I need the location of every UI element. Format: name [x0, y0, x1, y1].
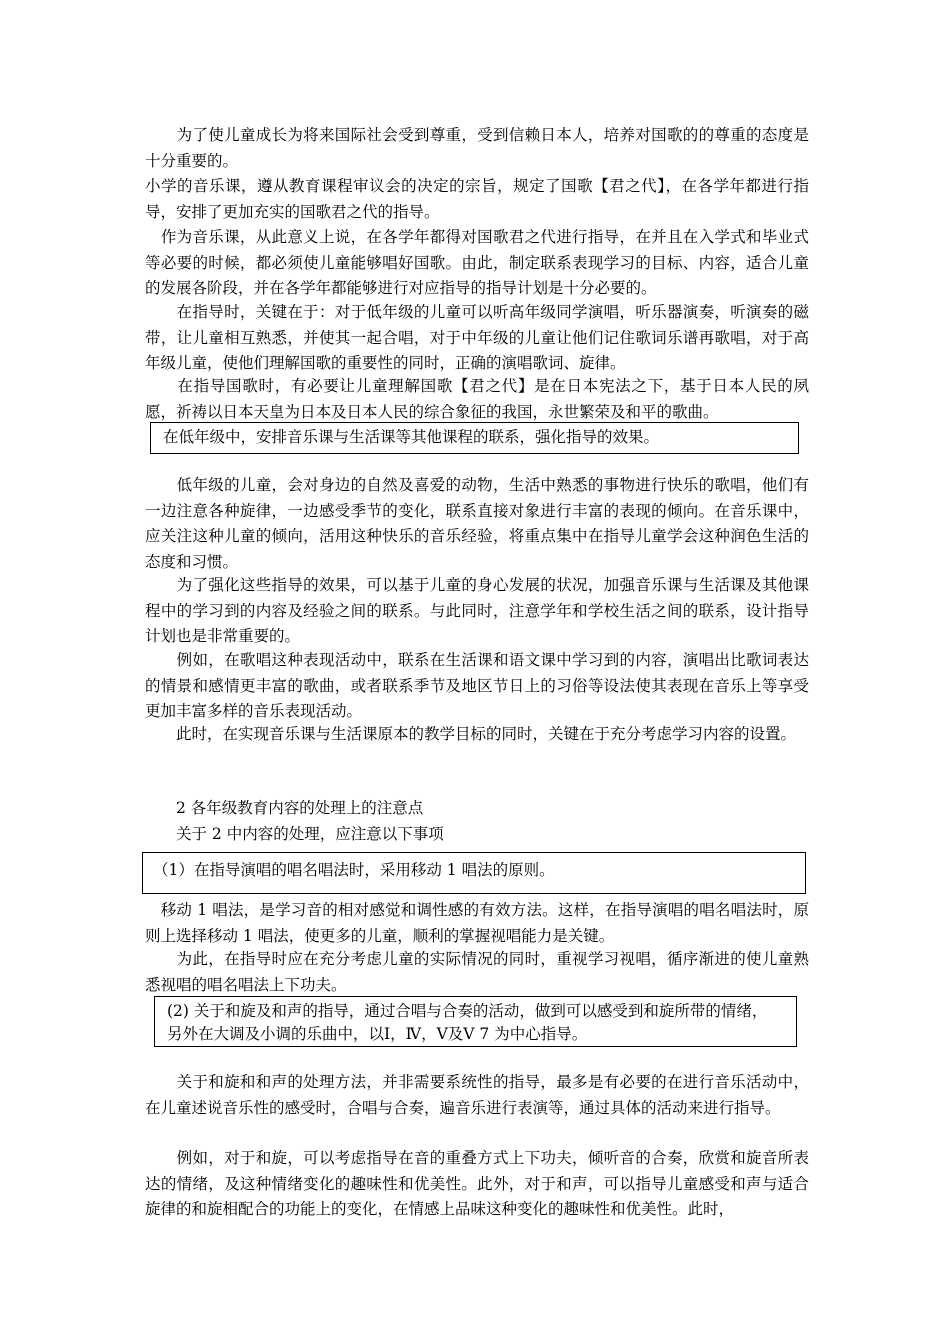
highlight-box-text: 在低年级中，安排音乐课与生活课等其他课程的联系，强化指导的效果。 — [163, 428, 660, 446]
highlight-box-chords — [154, 996, 797, 1047]
paragraph-lower-grade-children: 低年级的儿童，会对身边的自然及喜爱的动物，生活中熟悉的事物进行快乐的歌唱，他们有一边注意各种旋律，一边感受季节的变化，联系直接对象进行丰富的表现的倾向。在音乐课中，应关注这种儿童的倾向，活用这种快乐的音乐经验，将重点集中在指导儿童学会这种润色生活的态度和习惯。 — [145, 476, 809, 571]
highlight-box-line-1: (2) 关于和旋及和声的指导，通过合唱与合奏的活动，做到可以感受到和旋所带的情绪， — [167, 1002, 768, 1020]
highlight-box-text: （1）在指导演唱的唱名唱法时，采用移动 1 唱法的原则。 — [153, 861, 555, 879]
paragraph-example-singing: 例如，在歌唱这种表现活动中，联系在生活课和语文课中学习到的内容，演唱出比歌词表达的情景和感情更丰富的歌曲，或者联系季节及地区节日上的习俗等设法使其表现在音乐上等享受更加丰富多样的音乐表现活动。 — [145, 651, 809, 720]
paragraph-intro: 为了使儿童成长为将来国际社会受到尊重，受到信赖日本人，培养对国歌的的尊重的态度是十分重要的。 — [145, 126, 809, 170]
highlight-box-movable-do — [142, 852, 806, 894]
paragraph-music-class: 小学的音乐课，遵从教育课程审议会的决定的宗旨，规定了国歌【君之代】，在各学年都进行指导，安排了更加充实的国歌君之代的指导。 — [145, 177, 809, 221]
highlight-box-lower-grades — [150, 422, 799, 454]
paragraph-anthem-guidance: 作为音乐课，从此意义上说，在各学年都得对国歌君之代进行指导，在并且在入学式和毕业式等必要的时候，都必须使儿童能够唱好国歌。由此，制定联系表现学习的目标、内容，适合儿童的发展各阶段，并在各学年都能够进行对应指导的指导计划是十分必要的。 — [145, 228, 809, 297]
paragraph-chord-example: 例如，对于和旋，可以考虑指导在音的重叠方式上下功夫，倾听音的合奏，欣赏和旋音所表达的情绪，及这种情绪变化的趣味性和优美性。此外，对于和声，可以指导儿童感受和声与适合旋律的和旋相配合的功能上的变化，在情感上品味这种变化的趣味性和优美性。此时， — [145, 1149, 809, 1218]
paragraph-sight-singing: 为此，在指导时应在充分考虑儿童的实际情况的同时，重视学习视唱，循序渐进的使儿童熟悉视唱的唱名唱法上下功夫。 — [145, 950, 809, 994]
section-heading: 2 各年级教育内容的处理上的注意点 — [145, 799, 424, 817]
paragraph-key-points: 在指导时，关键在于：对于低年级的儿童可以听高年级同学演唱，听乐器演奏，听演奏的磁带，让儿童相互熟悉，并使其一起合唱，对于中年级的儿童让他们记住歌词乐谱再歌唱，对于高年级儿童，使他们理解国歌的重要性的同时，正确的演唱歌词、旋律。 — [145, 303, 809, 372]
paragraph-movable-do: 移动 1 唱法，是学习音的相对感觉和调性感的有效方法。这样，在指导演唱的唱名唱法时，原则上选择移动 1 唱法，使更多的儿童，顺利的掌握视唱能力是关键。 — [145, 901, 809, 945]
highlight-box-line-2: 另外在大调及小调的乐曲中，以Ⅰ，Ⅳ，Ⅴ及Ⅴ 7 为中心指导。 — [167, 1025, 588, 1043]
section-subheading: 关于 2 中内容的处理，应注意以下事项 — [145, 825, 444, 843]
paragraph-chord-handling: 关于和旋和和声的处理方法，并非需要系统性的指导，最多是有必要的在进行音乐活动中，在儿童述说音乐性的感受时，合唱与合奏，遍音乐进行表演等，通过具体的活动来进行指导。 — [145, 1073, 809, 1117]
paragraph-at-this-time: 此时，在实现音乐课与生活课原本的教学目标的同时，关键在于充分考虑学习内容的设置。 — [145, 725, 797, 743]
paragraph-strengthen-effect: 为了强化这些指导的效果，可以基于儿童的身心发展的状况，加强音乐课与生活课及其他课程中的学习到的内容及经验之间的联系。与此同时，注意学年和学校生活之间的联系，设计指导计划也是非常重要的。 — [145, 576, 809, 645]
paragraph-anthem-meaning: 在指导国歌时，有必要让儿童理解国歌【君之代】是在日本宪法之下，基于日本人民的夙愿，祈祷以日本天皇为日本及日本人民的综合象征的我国，永世繁荣及和平的歌曲。 — [145, 377, 809, 421]
